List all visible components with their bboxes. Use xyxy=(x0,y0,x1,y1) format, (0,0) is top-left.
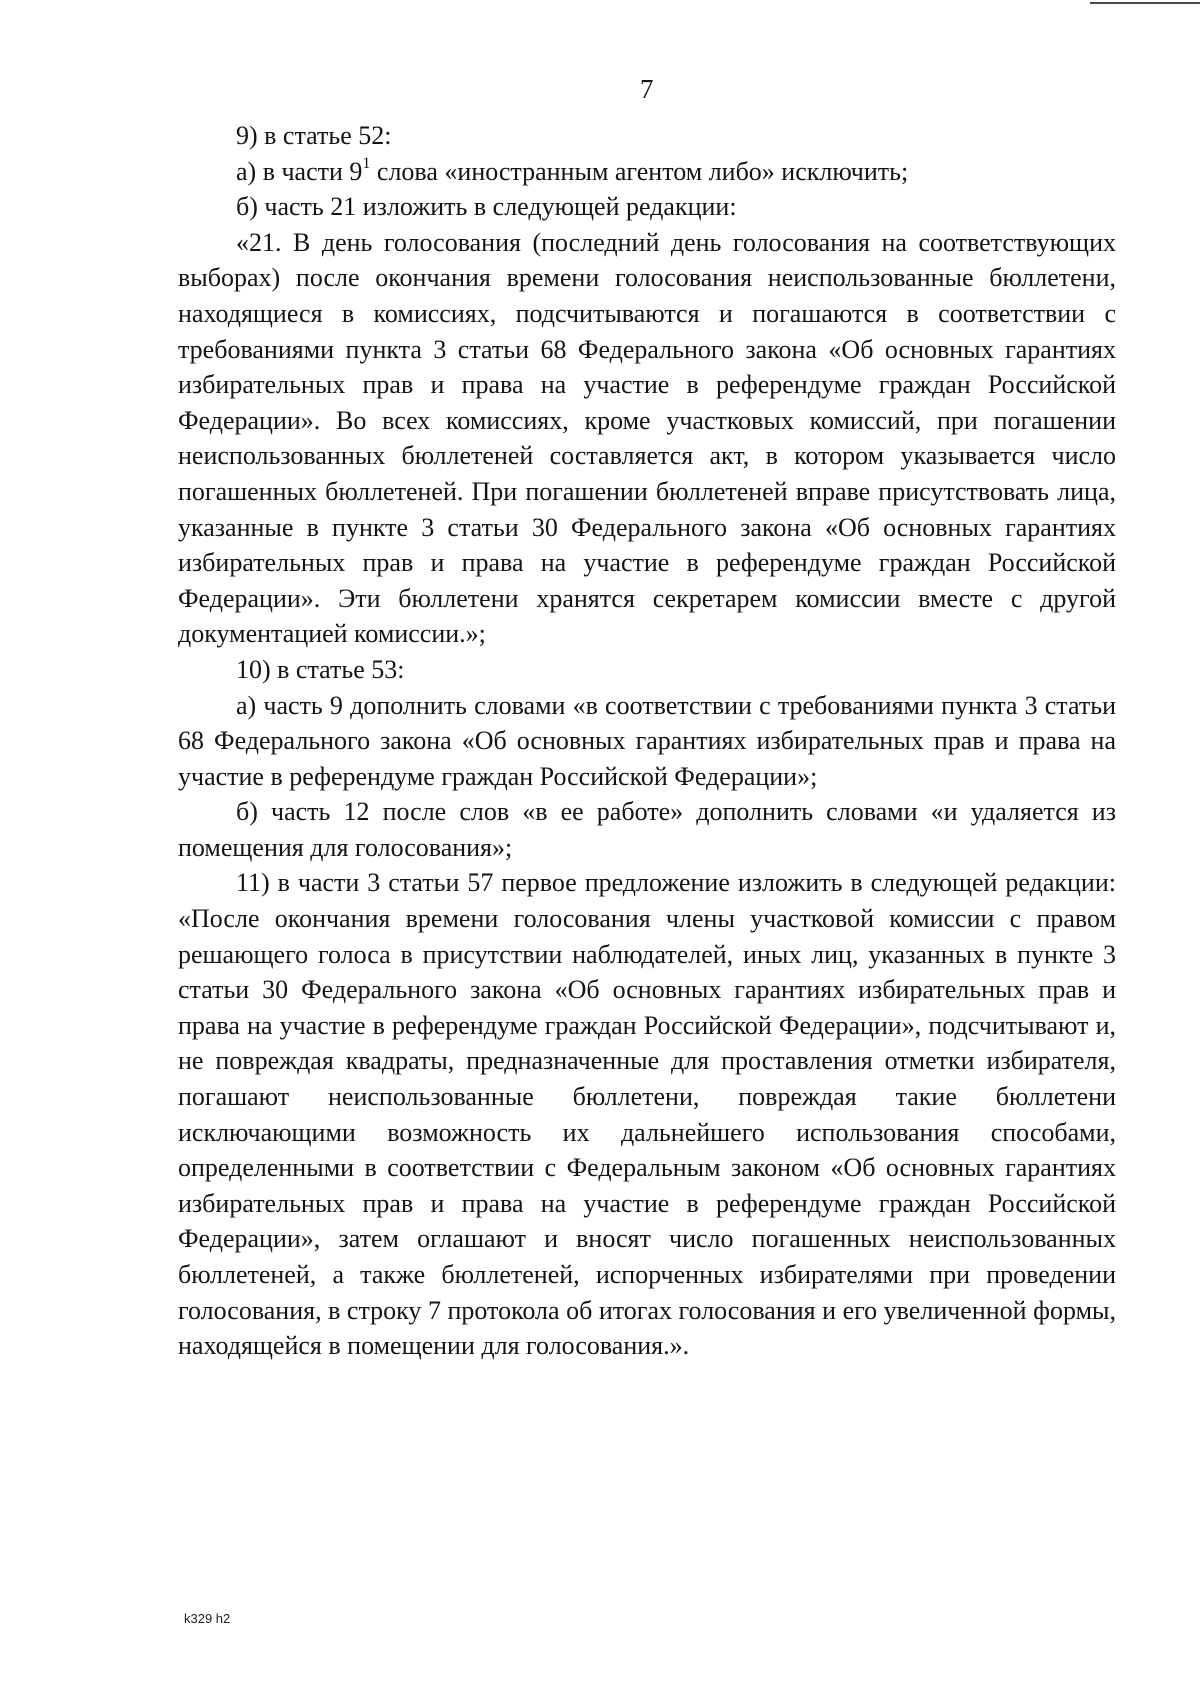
document-body xyxy=(178,118,1116,1364)
page-number: 7 xyxy=(640,74,654,104)
paragraph-article-52-b: б) часть 21 изложить в следующей редакции: xyxy=(236,192,737,222)
top-edge-rule xyxy=(1090,2,1200,4)
paragraph-article-53: 10) в статье 53: xyxy=(236,654,405,684)
paragraph-part-21-text: «21. В день голосования (последний день голосования на соответствующих выборах) после окончания времени голосования неиспользованные бюллетени, находящиеся в комиссиях, подсчитываются и погашаются в соответствии с требованиями пункта 3 статьи 68 Федерального закона «Об основных гарантиях избирательных прав и права на участие в референдуме граждан Российской Федерации». Во всех комиссиях, кроме участковых комиссий, при погашении неиспользованных бюллетеней составляется акт, в котором указывается число погашенных бюллетеней. При погашении бюллетеней вправе присутствовать лица, указанные в пункте 3 статьи 30 Федерального закона «Об основных гарантиях избирательных прав и права на участие в референдуме граждан Российской Федерации». Эти бюллетени хранятся секретарем комиссии вместе с другой документацией комиссии.»; xyxy=(178,227,1116,649)
document-code: k329 h2 xyxy=(184,1611,231,1626)
paragraph-article-52-a xyxy=(178,154,1116,190)
paragraph-article-53-b: б) часть 12 после слов «в ее работе» дополнить словами «и удаляется из помещения для голосования»; xyxy=(178,797,1116,862)
paragraph-text-part: а) в части 9 xyxy=(236,156,363,186)
paragraph-article-57: 11) в части 3 статьи 57 первое предложение изложить в следующей редакции: «После окончания времени голосования члены участковой комиссии с правом решающего голоса в присутствии наблюдателей, иных лиц, указанных в пункте 3 статьи 30 Федерального закона «Об основных гарантиях избирательных прав и права на участие в референдуме граждан Российской Федерации», подсчитывают и, не повреждая квадраты, предназначенные для проставления отметки избирателя, погашают неиспользованные бюллетени, повреждая такие бюллетени исключающими возможность их дальнейшего использования способами, определенными в соответствии с Федеральным законом «Об основных гарантиях избирательных прав и права на участие в референдуме граждан Российской Федерации», затем оглашают и вносят число погашенных неиспользованных бюллетеней, а также бюллетеней, испорченных избирателями при проведении голосования, в строку 7 протокола об итогах голосования и его увеличенной формы, находящейся в помещении для голосования.». xyxy=(178,868,1116,1361)
paragraph-text-part: слова «иностранным агентом либо» исключить; xyxy=(370,156,909,186)
paragraph-article-52: 9) в статье 52: xyxy=(236,121,392,150)
superscript-number: 1 xyxy=(362,154,371,172)
paragraph-article-53-a: а) часть 9 дополнить словами «в соответствии с требованиями пункта 3 статьи 68 Федерального закона «Об основных гарантиях избирательных прав и права на участие в референдуме граждан Российской Федерации»; xyxy=(178,690,1116,791)
